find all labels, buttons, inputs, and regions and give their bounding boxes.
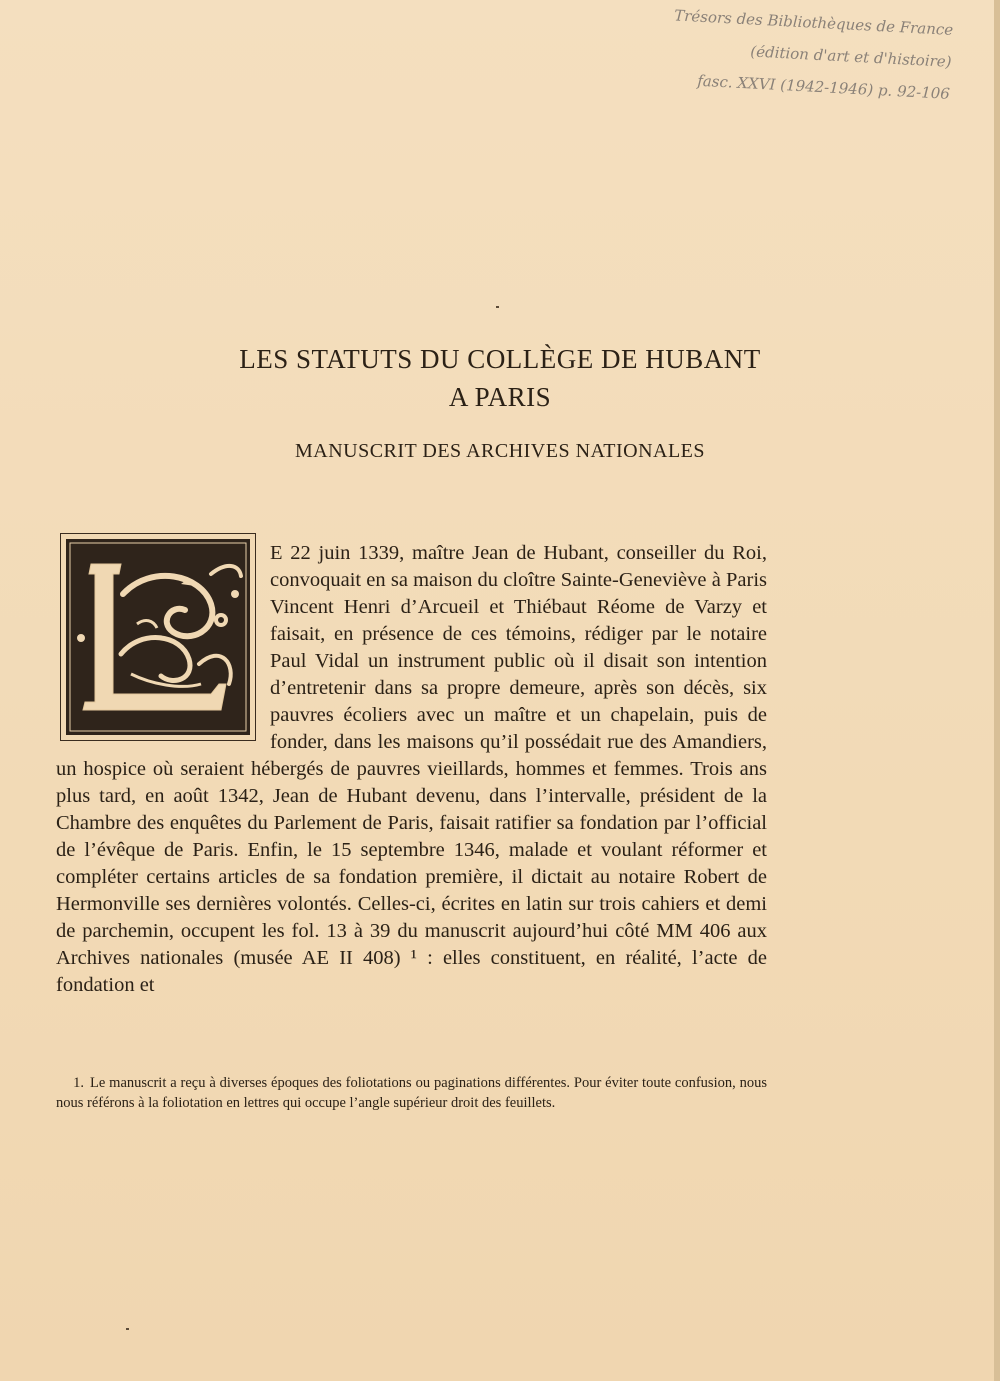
article-title bbox=[0, 340, 1000, 416]
footnote bbox=[56, 1073, 767, 1113]
title-line-1: LES STATUTS DU COLLÈGE DE HUBANT bbox=[239, 344, 761, 374]
paper-speck bbox=[126, 1328, 129, 1330]
article-subtitle: MANUSCRIT DES ARCHIVES NATIONALES bbox=[294, 440, 706, 462]
body-text bbox=[56, 540, 767, 999]
title-line-2: A PARIS bbox=[448, 382, 552, 412]
paper-speck bbox=[496, 306, 499, 308]
body-paragraph: E 22 juin 1339, maître Jean de Hubant, conseiller du Roi, convoquait en sa maison du cloître Sainte-Geneviève à Paris Vincent Henri d’Arcueil et Thiébaut Réome de Varzy et faisait, en présence de ces témoins, rédiger par le notaire Paul Vidal un instrument public où il disait son intention d’entretenir dans sa propre demeure, après son décès, six pauvres écoliers avec un maître et un chapelain, puis de fonder, dans les maisons qu’il possédait rue des Amandiers, un hospice où seraient hébergés de pauvres vieillards, hommes et femmes. Trois ans plus tard, en août 1342, Jean de Hubant devenu, dans l’intervalle, président de la Chambre des enquêtes du Parlement de Paris, faisait ratifier sa fondation par l’official de l’évêque de Paris. Enfin, le 15 septembre 1346, malade et voulant réformer et compléter certains articles de sa fondation première, il dictait au notaire Robert de Hermonville ses dernières volontés. Celles-ci, écrites en latin sur trois cahiers et demi de parchemin, occupent les fol. 13 à 39 du manuscrit aujourd’hui côté MM 406 aux Archives nationales (musée AE II 408) ¹ : elles constituent, en réalité, l’acte de fondation et bbox=[56, 542, 767, 996]
handwritten-line: (édition d'art et d'histoire) bbox=[749, 42, 952, 71]
handwritten-line: fasc. XXVI (1942-1946) p. 92-106 bbox=[696, 71, 951, 103]
footnote-text: Le manuscrit a reçu à diverses époques des foliotations ou paginations différentes. Pour éviter toute confusion, nous nous référons à la foliotation en lettres qui occupe l’angle supérieur droit des feuillets. bbox=[56, 1075, 767, 1111]
footnote-number: 1. bbox=[73, 1075, 84, 1091]
handwritten-reference-note bbox=[619, 0, 954, 110]
handwritten-line: Trésors des Bibliothèques de France bbox=[673, 6, 954, 39]
page-edge-shadow bbox=[994, 0, 1000, 1381]
dropcap-spacer bbox=[56, 536, 270, 752]
